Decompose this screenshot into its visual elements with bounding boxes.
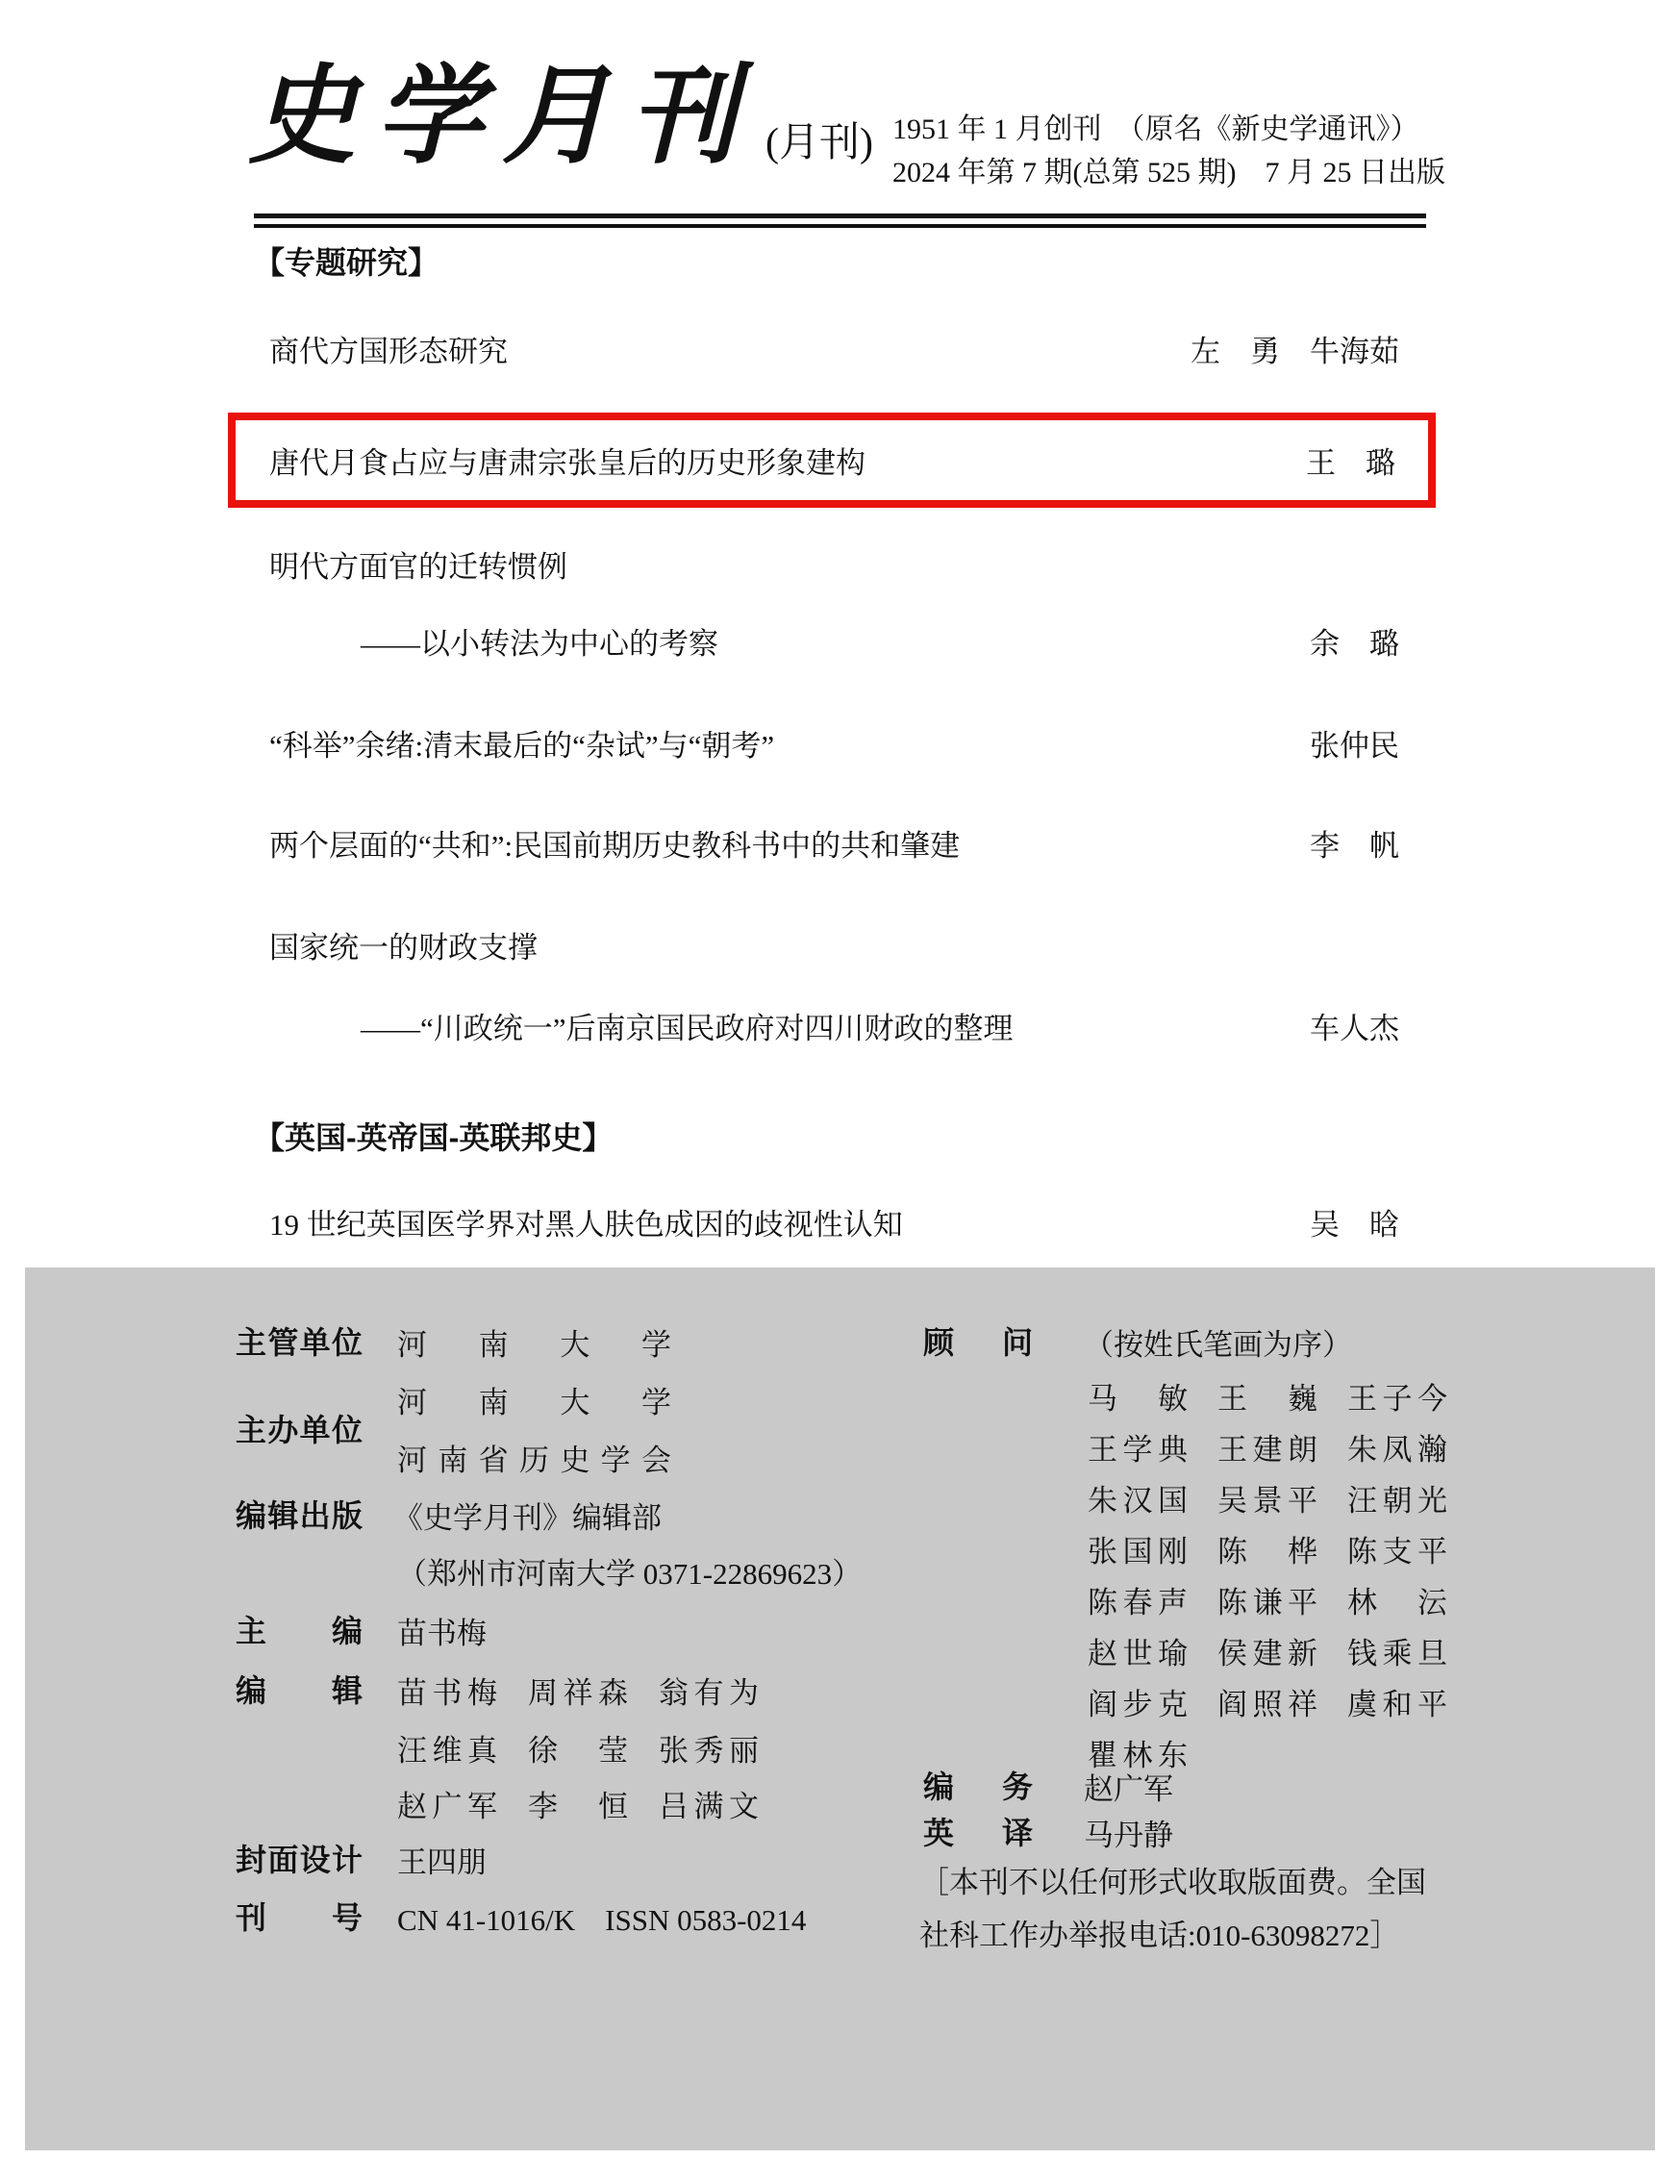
organizer-value-1: 河南大学	[397, 1386, 671, 1419]
supervisor-label: 主管单位	[236, 1325, 363, 1360]
organizer-value-2: 河南省历史学会	[397, 1443, 671, 1477]
advisor-name: 阎照祥	[1217, 1688, 1317, 1721]
journal-title: 史学月刊	[248, 58, 756, 177]
editor-name: 吕满文	[659, 1790, 759, 1823]
article-title: 国家统一的财政支撑	[269, 931, 538, 965]
advisors-row	[1088, 1374, 1447, 1418]
advisor-name: 侯建新	[1217, 1637, 1317, 1670]
editor-name: 赵广军	[397, 1790, 497, 1823]
article-title: “科举”余绪:清末最后的“杂试”与“朝考”	[269, 729, 775, 763]
editor-name: 周祥森	[528, 1676, 628, 1710]
article-author: 张仲民	[1310, 729, 1399, 763]
advisors-note: （按姓氏笔画为序）	[1084, 1328, 1352, 1362]
chief-editor-value: 苗书梅	[397, 1617, 487, 1650]
advisor-name: 赵世瑜	[1088, 1637, 1188, 1670]
notice-line-2: 社科工作办举报电话:010-63098272］	[919, 1919, 1400, 1952]
advisors-label: 顾问	[923, 1325, 1033, 1360]
advisor-name: 王学典	[1088, 1433, 1188, 1467]
advisor-name: 瞿林东	[1088, 1739, 1188, 1772]
article-author: 左 勇 牛海茹	[1191, 335, 1399, 368]
advisor-name: 吴景平	[1217, 1484, 1317, 1518]
advisors-row	[1088, 1629, 1447, 1672]
supervisor-value: 河南大学	[397, 1328, 671, 1362]
advisor-name: 陈春声	[1088, 1586, 1188, 1619]
article-title: 明代方面官的迁转惯例	[269, 550, 567, 584]
advisor-name: 陈支平	[1347, 1535, 1447, 1569]
editors-row	[397, 1726, 759, 1770]
advisor-name: 陈谦平	[1217, 1586, 1317, 1619]
advisors-row	[1088, 1425, 1447, 1469]
advisors-row	[1088, 1476, 1447, 1519]
article-author: 余 璐	[1310, 627, 1399, 661]
article-subtitle: ——以小转法为中心的考察	[361, 627, 718, 661]
toc-entry	[269, 727, 1399, 766]
advisor-name: 张国刚	[1088, 1535, 1188, 1569]
cover-design-value: 王四朋	[397, 1845, 487, 1879]
advisors-row	[1088, 1578, 1447, 1621]
cover-design-label: 封面设计	[236, 1843, 363, 1877]
editor-name: 李恒	[528, 1790, 628, 1823]
editor-name: 汪维真	[397, 1734, 497, 1768]
advisor-name: 朱凤瀚	[1347, 1433, 1447, 1467]
double-rule	[254, 213, 1426, 228]
masthead-info	[892, 108, 1445, 194]
toc-entry	[269, 548, 1399, 587]
article-title: 两个层面的“共和”:民国前期历史教科书中的共和肇建	[269, 829, 961, 863]
editor-name: 徐莹	[528, 1734, 628, 1768]
editor-name: 翁有为	[659, 1676, 759, 1710]
clerical-label: 编务	[923, 1770, 1033, 1804]
toc-entry	[269, 1206, 1399, 1244]
toc-entry	[269, 929, 1399, 967]
article-author: 吴 晗	[1310, 1208, 1399, 1242]
toc-entry-highlighted	[236, 420, 1428, 500]
toc-entry	[269, 1010, 1399, 1048]
issue-number-value: CN 41-1016/K ISSN 0583-0214	[397, 1903, 807, 1937]
article-title: 19 世纪英国医学界对黑人肤色成因的歧视性认知	[269, 1208, 903, 1242]
article-author: 王 璐	[1306, 446, 1395, 480]
publisher-label: 编辑出版	[236, 1498, 363, 1533]
advisor-name: 王子今	[1347, 1382, 1447, 1416]
toc-entry	[269, 827, 1399, 866]
advisor-name: 王巍	[1217, 1382, 1317, 1416]
advisor-name: 朱汉国	[1088, 1484, 1188, 1518]
article-title: 商代方国形态研究	[269, 335, 508, 368]
clerical-value: 赵广军	[1084, 1772, 1173, 1806]
advisor-name: 虞和平	[1347, 1688, 1447, 1721]
section-header-british-history: 【英国-英帝国-英联邦史】	[254, 1120, 614, 1155]
publisher-value: 《史学月刊》编辑部	[393, 1501, 662, 1535]
toc-entry	[269, 625, 1399, 664]
issue-line: 2024 年第 7 期(总第 525 期) 7 月 25 日出版	[892, 157, 1445, 188]
editors-row	[397, 1782, 759, 1825]
journal-subtitle: (月刊)	[765, 120, 873, 165]
advisor-name: 陈桦	[1217, 1535, 1317, 1569]
masthead	[248, 56, 873, 180]
advisor-name: 钱乘旦	[1347, 1637, 1447, 1670]
toc-entry	[269, 333, 1399, 371]
translator-label: 英译	[923, 1816, 1033, 1850]
translator-value: 马丹静	[1084, 1819, 1173, 1852]
advisor-name: 汪朝光	[1347, 1484, 1447, 1518]
advisors-row	[1088, 1527, 1447, 1570]
article-title: 唐代月食占应与唐肃宗张皇后的历史形象建构	[269, 446, 865, 480]
publisher-contact: （郑州市河南大学 0371-22869623）	[397, 1557, 863, 1591]
advisors-row	[1088, 1680, 1447, 1723]
highlight-box	[228, 413, 1436, 508]
advisor-name: 马敏	[1088, 1382, 1188, 1416]
organizer-label: 主办单位	[236, 1413, 363, 1447]
chief-editor-label: 主编	[236, 1614, 363, 1648]
section-header-special-research: 【专题研究】	[254, 245, 439, 280]
article-author: 李 帆	[1310, 829, 1399, 863]
editor-name: 苗书梅	[397, 1676, 497, 1710]
notice-line-1: ［本刊不以任何形式收取版面费。全国	[919, 1866, 1426, 1899]
editor-name: 张秀丽	[659, 1734, 759, 1768]
advisor-name: 阎步克	[1088, 1688, 1188, 1721]
advisor-name: 林沄	[1347, 1586, 1447, 1619]
article-subtitle: ——“川政统一”后南京国民政府对四川财政的整理	[361, 1012, 1014, 1045]
editors-label: 编辑	[236, 1673, 363, 1708]
article-author: 车人杰	[1310, 1012, 1399, 1045]
issue-number-label: 刊号	[236, 1900, 363, 1935]
advisor-name: 王建朗	[1217, 1433, 1317, 1467]
founding-line: 1951 年 1 月创刊 （原名《新史学通讯》）	[892, 113, 1419, 145]
editors-row	[397, 1669, 759, 1712]
colophon-panel	[25, 1268, 1655, 2150]
